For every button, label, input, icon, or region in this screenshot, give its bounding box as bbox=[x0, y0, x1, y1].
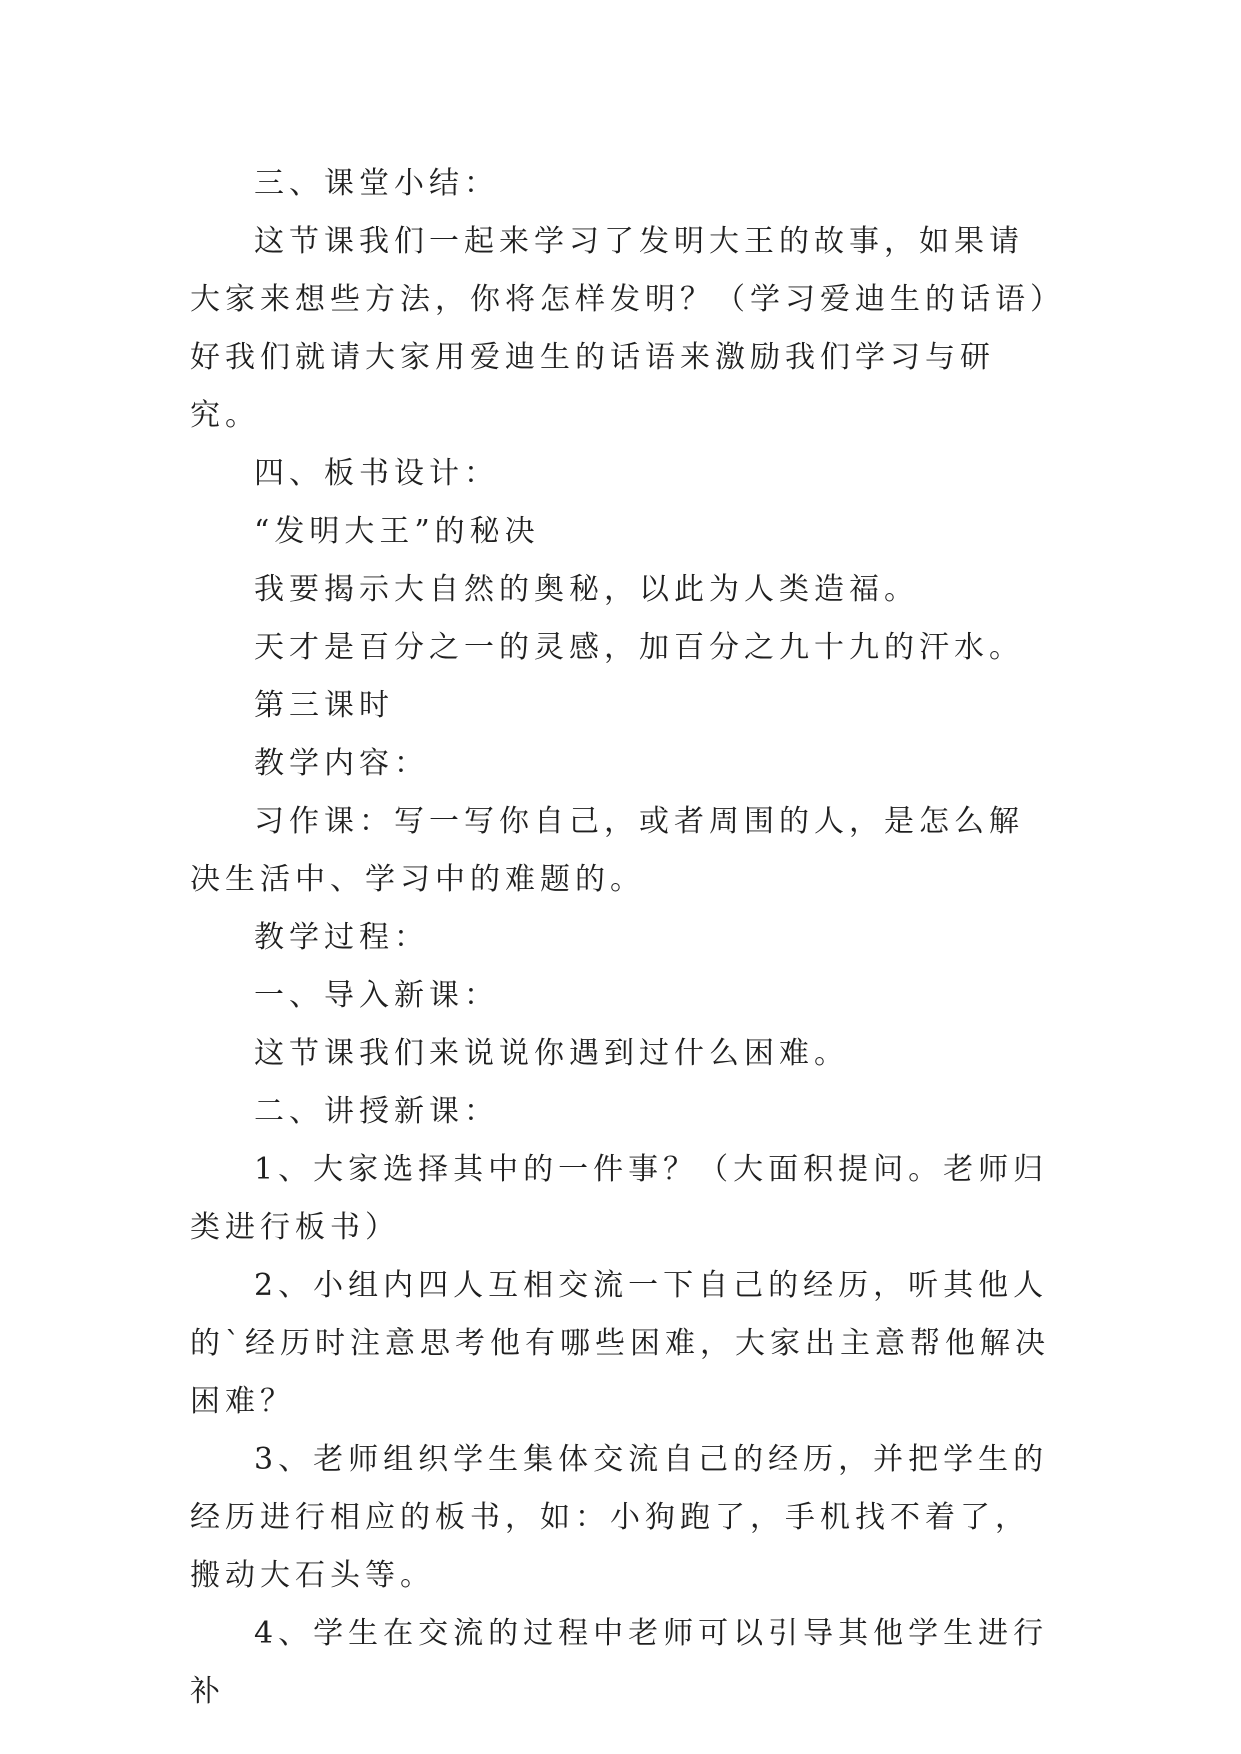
paragraph-introduce-text: 这节课我们来说说你遇到过什么困难。 bbox=[254, 1036, 849, 1071]
heading-class-summary: 三、课堂小结： bbox=[254, 166, 499, 201]
heading-teaching-content: 教学内容： bbox=[254, 746, 429, 781]
list-item-1: 1、大家选择其中的一件事？（大面积提问。老师归类进行板书） bbox=[190, 1152, 1049, 1245]
heading-introduce-lesson: 一、导入新课： bbox=[254, 978, 499, 1013]
list-item-3: 3、老师组织学生集体交流自己的经历，并把学生的经历进行相应的板书，如：小狗跑了，手机找不着了，搬动大石头等。 bbox=[190, 1442, 1049, 1593]
document-body bbox=[190, 155, 1052, 1721]
list-item-2: 2、小组内四人互相交流一下自己的经历，听其他人的`经历时注意思考他有哪些困难，大家出主意帮他解决困难？ bbox=[190, 1268, 1050, 1419]
list-item-4: 4、学生在交流的过程中老师可以引导其他学生进行补 bbox=[190, 1616, 1049, 1709]
heading-new-lesson: 二、讲授新课： bbox=[254, 1094, 499, 1129]
heading-board-design: 四、板书设计： bbox=[254, 456, 499, 491]
paragraph-summary-text: 这节课我们一起来学习了发明大王的故事，如果请大家来想些方法，你将怎样发明？（学习爱迪生的话语）好我们就请大家用爱迪生的话语来激励我们学习与研究。 bbox=[190, 224, 1050, 433]
heading-teaching-process: 教学过程： bbox=[254, 920, 429, 955]
paragraph-writing-task: 习作课：写一写你自己，或者周围的人，是怎么解决生活中、学习中的难题的。 bbox=[190, 804, 1024, 897]
heading-third-lesson: 第三课时 bbox=[254, 688, 394, 723]
board-title: “发明大王”的秘决 bbox=[254, 514, 540, 549]
board-line-2: 天才是百分之一的灵感，加百分之九十九的汗水。 bbox=[254, 630, 1024, 665]
board-line-1: 我要揭示大自然的奥秘，以此为人类造福。 bbox=[254, 572, 919, 607]
